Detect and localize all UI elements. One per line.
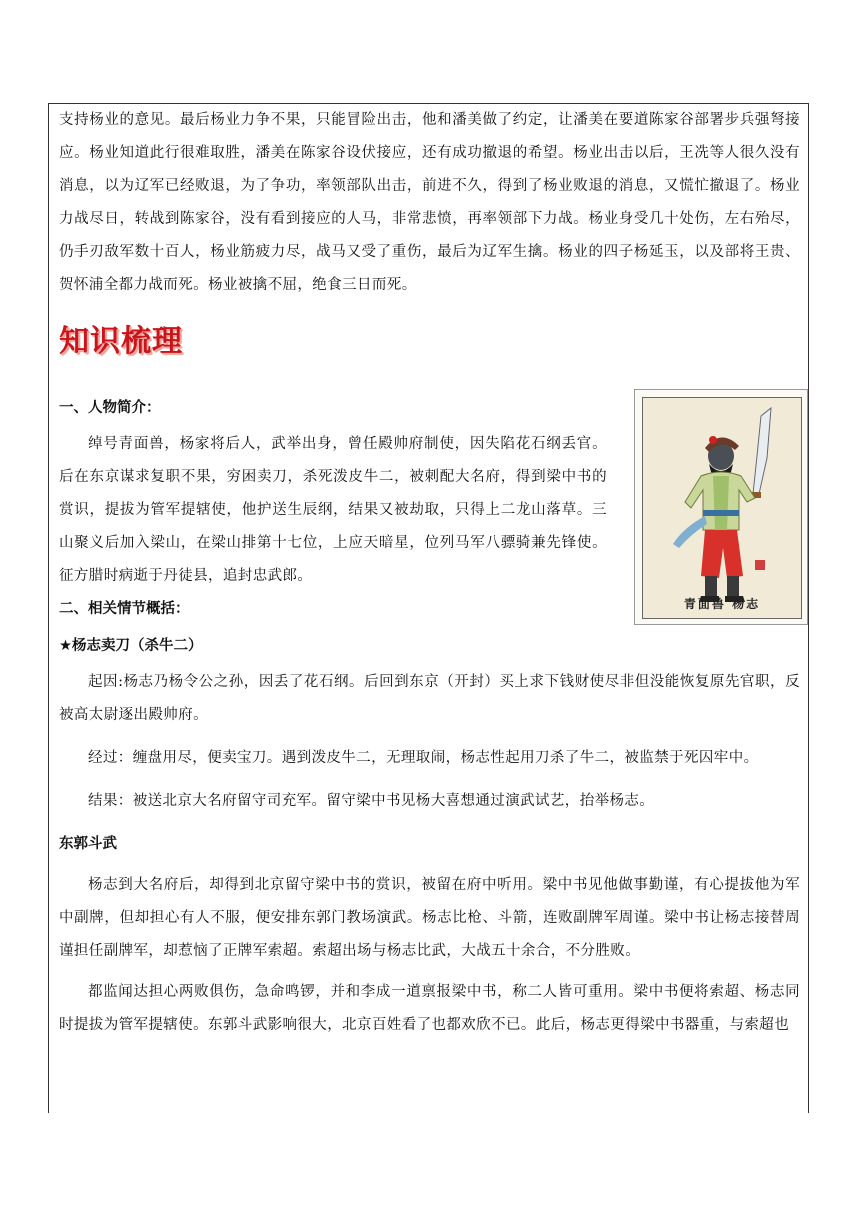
character-intro-text [59,392,607,626]
heading-character-intro: 一、人物简介： [59,400,161,416]
document-frame [48,103,809,1113]
portrait-caption: 青面兽 杨志 [683,597,761,611]
character-intro-block [59,392,800,626]
episode1-cause: 起因:杨志乃杨令公之孙，因丢了花石纲。后回到东京（开封）买上求下钱财使尽非但没能恢复原先官职，反被高太尉逐出殿帅府。 [59,674,800,723]
episode2-title: 东郭斗武 [59,836,117,852]
bio-paragraph: 绰号青面兽，杨家将后人，武举出身，曾任殿帅府制使，因失陷花石纲丢官。后在东京谋求复职不果，穷困卖刀，杀死泼皮牛二，被刺配大名府，得到梁中书的赏识，提拔为管军提辖使，他护送生辰纲，结果又被劫取，只得上二龙山落草。三山聚义后加入梁山，在梁山排第十七位，上应天暗星，位列马军八骠骑兼先锋使。征方腊时病逝于丹徒县，追封忠武郎。 [59,436,607,584]
episode2-paragraph-2: 都监闻达担心两败俱伤，急命鸣锣，并和李成一道禀报梁中书，称二人皆可重用。梁中书便将索超、杨志同时提拔为管军提辖使。东郭斗武影响很大，北京百姓看了也都欢欣不已。此后，杨志更得梁中书器重，与索超也 [59,984,800,1033]
heading-plot-summary: 二、相关情节概括： [59,601,190,617]
document-content [59,104,800,1042]
episode1-process: 经过：缠盘用尽，便卖宝刀。遇到泼皮牛二，无理取闹，杨志性起用刀杀了牛二，被监禁于死囚牢中。 [88,750,759,766]
episode1-title: ★杨志卖刀（杀牛二） [59,638,203,654]
episode1-result: 结果：被送北京大名府留守司充军。留守梁中书见杨大喜想通过演武试艺，抬举杨志。 [88,793,655,809]
intro-paragraph: 支持杨业的意见。最后杨业力争不果，只能冒险出击，他和潘美做了约定，让潘美在要道陈家谷部署步兵强弩接应。杨业知道此行很难取胜，潘美在陈家谷设伏接应，还有成功撤退的希望。杨业出击以后，王冼等人很久没有消息，以为辽军已经败退，为了争功，率领部队出击，前进不久，得到了杨业败退的消息，又慌忙撤退了。杨业力战尽日，转战到陈家谷，没有看到接应的人马，非常悲愤，再率领部下力战。杨业身受几十处伤，左右殆尽，仍手刃敌军数十百人，杨业筋疲力尽，战马又受了重伤，最后为辽军生擒。杨业的四子杨延玉，以及部将王贵、贺怀浦全都力战而死。杨业被擒不屈，绝食三日而死。 [59,112,800,293]
portrait-image [634,389,808,625]
section-title: 知识梳理 [59,324,183,359]
portrait-frame [642,397,802,619]
episode2-paragraph-1: 杨志到大名府后，却得到北京留守梁中书的赏识，被留在府中听用。梁中书见他做事勤谨，有心提拔他为军中副牌，但却担心有人不服，便安排东郭门教场演武。杨志比枪、斗箭，连败副牌军周谨。梁中书让杨志接替周谨担任副牌军，却惹恼了正牌军索超。索超出场与杨志比武，大战五十余合，不分胜败。 [59,877,800,959]
yang-zhi-illustration [643,398,801,618]
